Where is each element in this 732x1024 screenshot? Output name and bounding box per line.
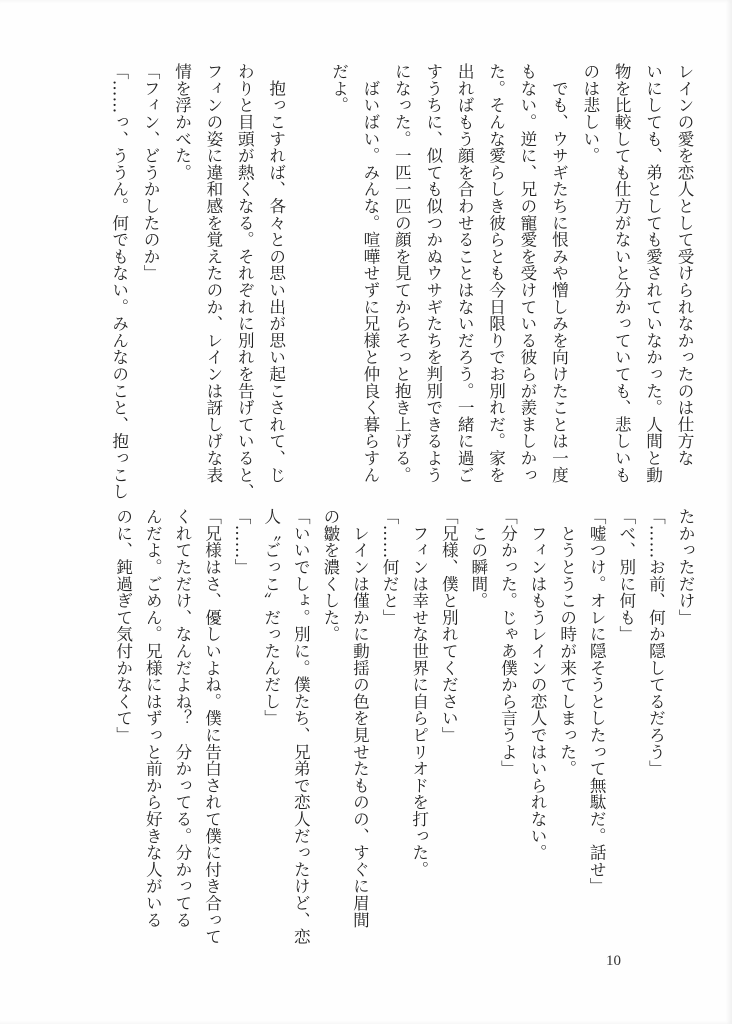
text-line: 「……お前、何か隠してるだろう」 [646, 508, 666, 777]
text-block-bottom [108, 508, 700, 945]
text-line: 物を比較しても仕方がないと分かっていても、悲しいも [612, 63, 632, 483]
page-number: 10 [606, 953, 621, 969]
text-line: の皺を濃くした。 [320, 508, 340, 643]
text-line: 「兄様はさ、優しいよね。僕に告白されて僕に付き合って [202, 508, 222, 945]
text-line: フィンは幸せな世界に自らピリオドを打った。 [409, 508, 429, 878]
text-line: 「分かった。じゃあ僕から言うよ」 [498, 508, 518, 777]
text-line: 「嘘つけ。オレに隠そうとしたって無駄だ。話せ」 [587, 508, 607, 895]
text-line [292, 63, 323, 493]
text-line: 「べ、別に何も」 [616, 508, 636, 643]
text-line: くれてただけ、なんだよね？ 分かってる。分かってる [172, 508, 192, 928]
text-block-top [103, 63, 700, 500]
text-line: だよ。 [329, 63, 349, 114]
text-line: フィンの姿に違和感を覚えたのか、レインは訝しげな表 [203, 63, 223, 483]
text-line: んだよ。ごめん。兄様にはずっと前から好きな人がいる [143, 508, 163, 928]
text-line: のに、鈍過ぎて気付かなくて」 [113, 508, 133, 744]
text-line: 「フィン、どうかしたのか」 [141, 63, 161, 282]
text-line: たかっただけ」 [676, 508, 695, 626]
text-line: 人〝ごっこ〟だったんだし」 [261, 508, 281, 727]
text-line: とうとうこの時が来てしまった。 [557, 508, 577, 777]
text-line: のは悲しい。 [580, 63, 600, 164]
text-line: 「いいでしょ。別に。僕たち、兄弟で恋人だったけど、恋 [291, 508, 311, 945]
text-line: 抱っこすれば、各々との思い出が思い起こされて、じ [266, 63, 286, 483]
text-line: いにしても、弟としても愛されていなかった。人間と動 [643, 63, 663, 483]
text-line: 「……」 [232, 508, 252, 576]
text-line: でも、ウサギたちに恨みや憎しみを向けたことは一度 [549, 63, 569, 483]
text-line: た。そんな愛らしき彼らとも今日限りでお別れだ。家を [486, 63, 506, 483]
text-line: フィンはもうレインの恋人ではいられない。 [528, 508, 548, 861]
text-line: すうちに、似ても似つかぬウサギたちを判別できるよう [423, 63, 443, 483]
text-line: ばいばい。みんな。喧嘩せずに兄様と仲良く暮らすん [360, 63, 380, 483]
text-line: 「兄様、僕と別れてください」 [439, 508, 459, 744]
text-line: 出ればもう顔を合わせることはないだろう。一緒に過ご [455, 63, 475, 483]
text-line: レインの愛を恋人として受けられなかったのは仕方な [675, 63, 694, 467]
text-line: になった。一匹一匹の顔を見てからそっと抱き上げる。 [392, 63, 412, 483]
text-line: この瞬間。 [468, 508, 488, 609]
text-line: もない。逆に、兄の寵愛を受けている彼らが羨ましかっ [517, 63, 537, 483]
text-line: レインは僅かに動揺の色を見せたものの、すぐに眉間 [350, 508, 370, 928]
text-line: 情を浮かべた。 [172, 63, 192, 181]
text-line: 「……っ、ううん。何でもない。みんなのこと、抱っこし [109, 63, 129, 500]
text-line: わりと目頭が熱くなる。それぞれに別れを告げていると、 [235, 63, 255, 500]
text-line: 「……何だと」 [380, 508, 400, 626]
